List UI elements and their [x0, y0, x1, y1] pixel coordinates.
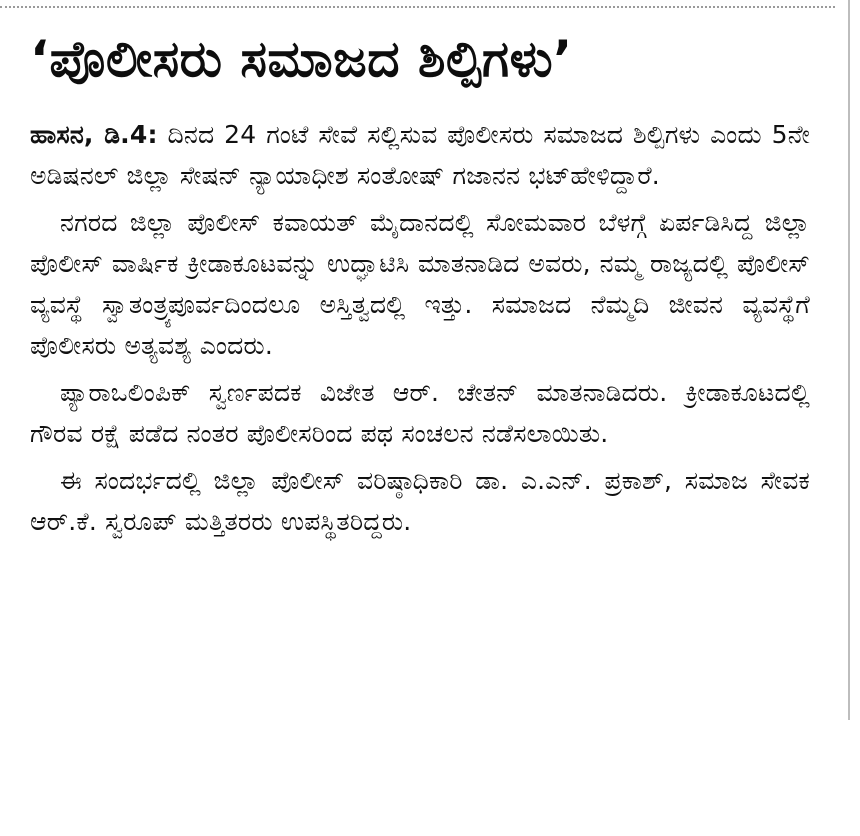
paragraph-4: ಈ ಸಂದರ್ಭದಲ್ಲಿ ಜಿಲ್ಲಾ ಪೊಲೀಸ್ ವರಿಷ್ಠಾಧಿಕಾರಿ ಡಾ. ಎ.ಎನ್. ಪ್ರಕಾಶ್, ಸಮಾಜ ಸೇವಕ ಆರ್.ಕೆ. ಸ್ವರೂಪ್ ಮತ್ತಿತರರು ಉಪಸ್ಥಿತರಿದ್ದರು.	[30, 466, 810, 536]
paragraph-3: ಪ್ಯಾರಾಒಲಿಂಪಿಕ್ ಸ್ವರ್ಣಪದಕ ವಿಜೇತ ಆರ್. ಚೇತನ್ ಮಾತನಾಡಿದರು. ಕ್ರೀಡಾಕೂಟದಲ್ಲಿ ಗೌರವ ರಕ್ಷೆ ಪಡೆದ ನಂತರ ಪೊಲೀಸರಿಂದ ಪಥ ಸಂಚಲನ ನಡೆಸಲಾಯಿತು.	[30, 378, 810, 448]
paragraph-2: ನಗರದ ಜಿಲ್ಲಾ ಪೊಲೀಸ್ ಕವಾಯತ್ ಮೈದಾನದಲ್ಲಿ ಸೋಮವಾರ ಬೆಳಗ್ಗೆ ಏರ್ಪಡಿಸಿದ್ದ ಜಿಲ್ಲಾ ಪೊಲೀಸ್ ವಾರ್ಷಿಕ ಕ್ರೀಡಾಕೂಟವನ್ನು ಉದ್ಘಾಟಿಸಿ ಮಾತನಾಡಿದ ಅವರು, ನಮ್ಮ ರಾಜ್ಯದಲ್ಲಿ ಪೊಲೀಸ್ ವ್ಯವಸ್ಥೆ ಸ್ವಾತಂತ್ರ್ಯಪೂರ್ವದಿಂದಲೂ ಅಸ್ತಿತ್ವದಲ್ಲಿ ಇತ್ತು. ಸಮಾಜದ ನೆಮ್ಮದಿ ಜೀವನ ವ್ಯವಸ್ಥೆಗೆ ಪೊಲೀಸರು ಅತ್ಯವಶ್ಯ ಎಂದರು.	[30, 208, 810, 360]
news-article	[30, 14, 810, 542]
dateline: ಹಾಸನ, ಡಿ.4:	[30, 120, 158, 149]
top-dotted-rule	[0, 6, 835, 8]
paragraph-1-text: ದಿನದ 24 ಗಂಟೆ ಸೇವೆ ಸಲ್ಲಿಸುವ ಪೊಲೀಸರು ಸಮಾಜದ ಶಿಲ್ಪಿಗಳು ಎಂದು 5ನೇ ಅಡಿಷನಲ್ ಜಿಲ್ಲಾ ಸೇಷನ್ ನ್ಯಾಯಾಧೀಶ ಸಂತೋಷ್ ಗಜಾನನ ಭಟ್‌ಹೇಳಿದ್ದಾರೆ.	[30, 120, 810, 190]
article-body	[30, 114, 810, 542]
headline: ‘ಪೊಲೀಸರು ಸಮಾಜದ ಶಿಲ್ಪಿಗಳು’	[30, 30, 573, 88]
column-divider	[848, 0, 850, 720]
paragraph-1	[30, 114, 810, 196]
